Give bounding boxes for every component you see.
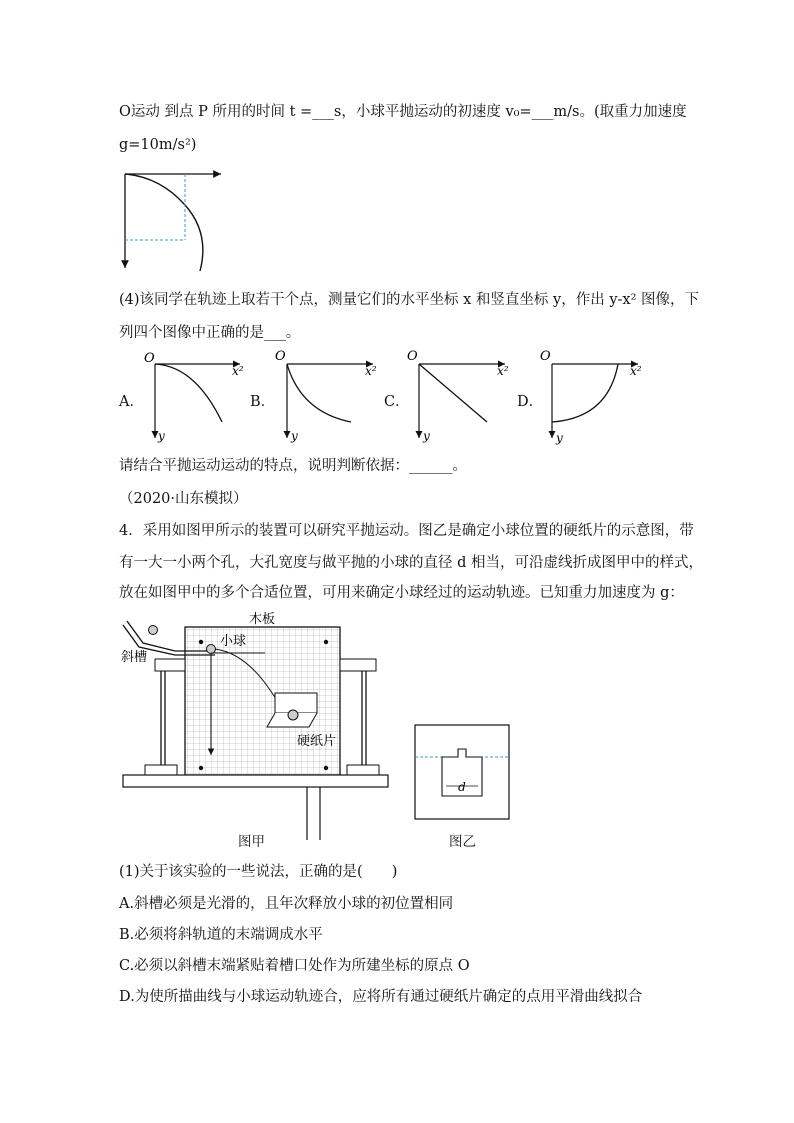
axis-y-label: y (291, 429, 298, 443)
axis-origin: O (275, 349, 286, 364)
trajectory-figure (115, 165, 230, 275)
q4-1-option-c: C.必须以斜槽末端紧贴着槽口处作为所建坐标的原点 O (119, 958, 470, 974)
option-d-label: D． (517, 394, 544, 410)
q4-line-1: 4．采用如图甲所示的装置可以研究平抛运动。图乙是确定小球位置的硬纸片的示意图，带 (119, 523, 694, 539)
q4-1-option-d: D.为使所描曲线与小球运动轨迹合，应将所有通过硬纸片确定的点用平滑曲线拟合 (119, 989, 643, 1005)
axis-origin: O (144, 351, 155, 366)
source-tag: （2020·山东模拟） (119, 491, 248, 507)
q4-1-stem: (1)关于该实验的一些说法，正确的是( ) (119, 864, 398, 880)
q4-1-option-a: A.斜槽必须是光滑的，且年次释放小球的初位置相同 (119, 896, 454, 912)
q4-line-3: 放在如图甲中的多个合适位置，可用来确定小球经过的运动轨迹。已知重力加速度为 g： (119, 585, 684, 601)
apparatus-figure (115, 605, 405, 850)
axis-origin: O (407, 349, 418, 364)
ball-label: 小球 (220, 634, 247, 649)
q3-line-1: O运动 到点 P 所用的时间 t =___s，小球平抛运动的初速度 v₀=___m/s。(取重力加速度 (119, 104, 687, 120)
card-schematic (412, 722, 512, 822)
ball-on-chute (149, 626, 158, 635)
axis-origin: O (540, 349, 551, 364)
option-c-graph (405, 350, 515, 445)
q3-line-2: g=10m/s²) (119, 137, 197, 153)
caption-a: 图甲 (238, 834, 265, 850)
reason-line: 请结合平抛运动运动的特点，说明判断依据：______。 (119, 458, 467, 474)
q4-line-2: 有一大一小两个孔，大孔宽度与做平抛的小球的直径 d 相当，可沿虚线折成图甲中的样式， (119, 555, 703, 571)
chute-label: 斜槽 (121, 650, 148, 665)
axis-y-label: y (158, 429, 165, 443)
board-label: 木板 (248, 612, 276, 627)
axis-x-label: x² (630, 364, 642, 378)
axis-x-label: x² (497, 364, 509, 378)
option-c-label: C． (384, 394, 410, 410)
trajectory-curve (125, 174, 203, 271)
card-label: 硬纸片 (297, 734, 337, 749)
option-b-label: B． (250, 394, 276, 410)
q4sub-line-2: 列四个图像中正确的是___。 (119, 325, 301, 341)
ball (207, 645, 216, 654)
q4-1-option-b: B.必须将斜轨道的末端调成水平 (119, 927, 323, 943)
axis-y-label: y (423, 429, 430, 443)
q4sub-line-1: (4)该同学在轨迹上取若干个点，测量它们的水平坐标 x 和竖直坐标 y，作出 y-x² 图像，下 (119, 292, 700, 308)
option-a-label: A． (119, 394, 144, 410)
caption-b: 图乙 (449, 834, 476, 850)
axis-y-label: y (556, 431, 563, 445)
option-a-graph (140, 350, 250, 445)
option-b-graph (273, 350, 383, 445)
d-label: d (458, 780, 466, 794)
axis-x-label: x² (232, 364, 244, 378)
axis-x-label: x² (365, 364, 377, 378)
option-d-graph (538, 350, 648, 445)
